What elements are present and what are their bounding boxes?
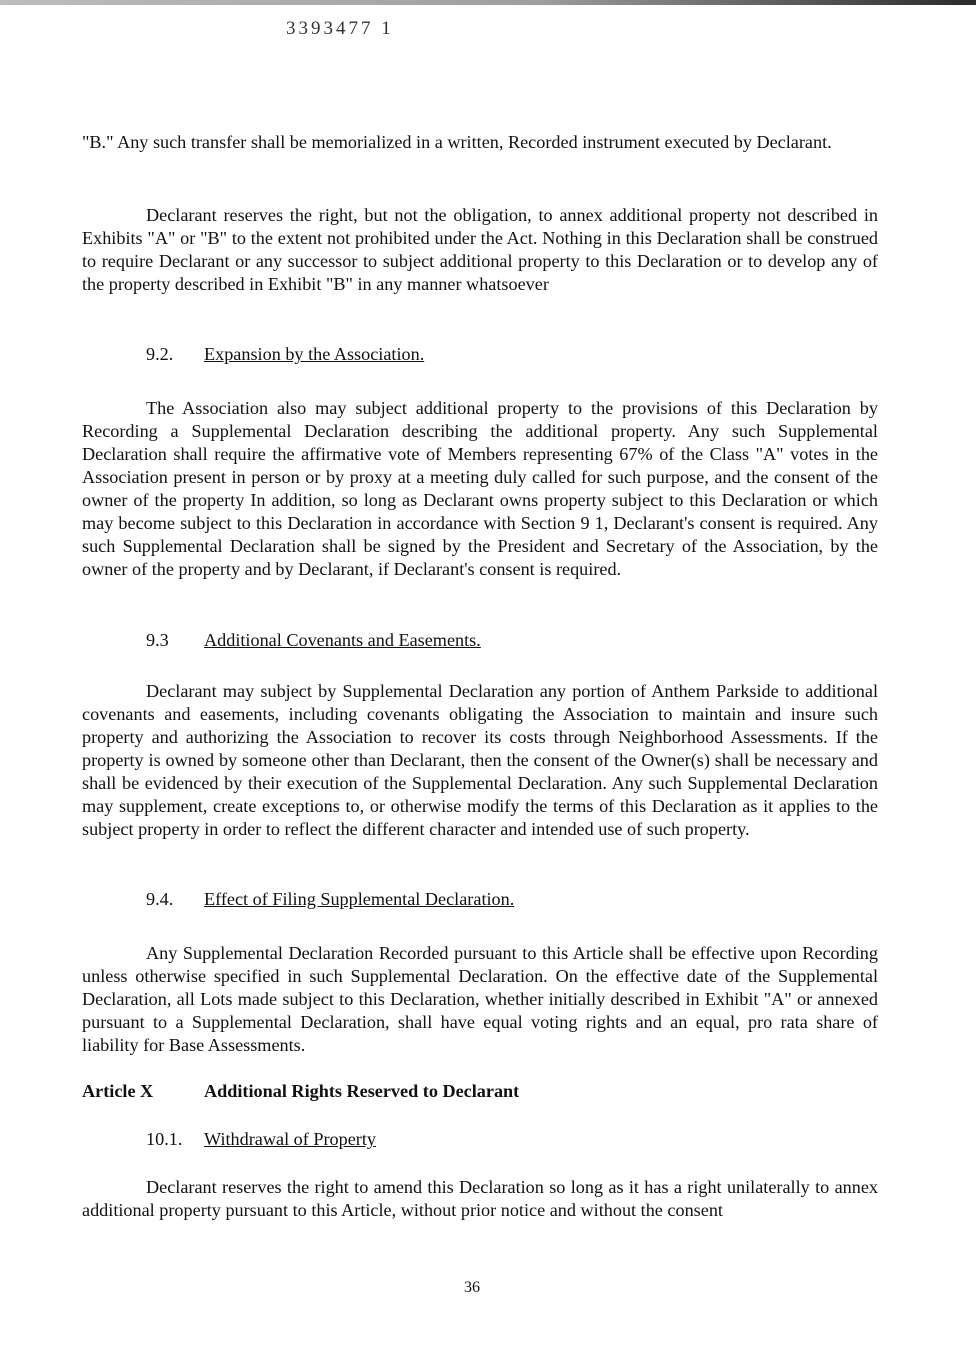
paragraph-expansion-by-association: The Association also may subject additional property to the provisions of this Declaration by Recording a Supplemental Declaration describing the additional property. Any such Supplemental Declaration shall require the affirmative vote of Members representing 67% of the Class "A" votes in the Association present in person or by proxy at a meeting duly called for such purpose, and the consent of the owner of the property In addition, so long as Declarant owns property subject to this Declaration or which may become subject to this Declaration in accordance with Section 9 1, Declarant's consent is required. Any such Supplemental Declaration shall be signed by the President and Secretary of the Association, by the owner of the property and by Declarant, if Declarant's consent is required. <box>82 398 878 579</box>
paragraph-additional-covenants: Declarant may subject by Supplemental Declaration any portion of Anthem Parkside to additional covenants and easements, including covenants obligating the Association to maintain and insure such property and authorizing the Association to recover its costs through Neighborhood Assessments. If the property is owned by someone other than Declarant, then the consent of the Owner(s) shall be necessary and shall be evidenced by their execution of the Supplemental Declaration. Any such Supplemental Declaration may supplement, create exceptions to, or otherwise modify the terms of this Declaration as it applies to the subject property in order to reflect the different character and intended use of such property. <box>82 681 878 839</box>
section-number: 9.2. <box>146 344 174 364</box>
section-heading-10-1 <box>146 1128 376 1151</box>
paragraph-withdrawal-of-property: Declarant reserves the right to amend this Declaration so long as it has a right unilaterally to annex additional property pursuant to this Article, without prior notice and without the consent <box>82 1177 878 1220</box>
article-title: Additional Rights Reserved to Declarant <box>204 1081 520 1101</box>
paragraph-effect-of-filing: Any Supplemental Declaration Recorded pursuant to this Article shall be effective upon Recording unless otherwise specified in such Supplemental Declaration. On the effective date of the Supplemental Declaration, all Lots made subject to this Declaration, whether initially described in Exhibit "A" or annexed pursuant to a Supplemental Declaration, shall have equal voting rights and an equal, pro rata share of liability for Base Assessments. <box>82 943 878 1055</box>
section-number: 9.3 <box>146 630 169 650</box>
paragraph-transfer-memorialized: "B." Any such transfer shall be memorialized in a written, Recorded instrument executed by Declarant. <box>82 132 832 152</box>
paragraph-declarant-reserves-annex: Declarant reserves the right, but not the obligation, to annex additional property not described in Exhibits "A" or "B" to the extent not prohibited under the Act. Nothing in this Declaration shall be construed to require Declarant or any successor to subject additional property to this Declaration or to develop any of the property described in Exhibit "B" in any manner whatsoever <box>82 205 878 294</box>
article-heading <box>82 1080 519 1103</box>
section-heading-9-3 <box>146 629 481 652</box>
section-number: 10.1. <box>146 1129 183 1149</box>
section-number: 9.4. <box>146 889 174 909</box>
section-title: Withdrawal of Property <box>204 1129 376 1149</box>
section-heading-9-4 <box>146 888 514 911</box>
section-heading-9-2 <box>146 343 424 366</box>
article-label: Article X <box>82 1081 154 1101</box>
section-title: Effect of Filing Supplemental Declaration. <box>204 889 515 909</box>
page-number: 36 <box>464 1279 480 1296</box>
section-title: Expansion by the Association. <box>204 344 425 364</box>
document-recording-number: 3393477 1 <box>286 18 394 39</box>
scan-top-border <box>0 0 976 5</box>
section-title: Additional Covenants and Easements. <box>204 630 481 650</box>
